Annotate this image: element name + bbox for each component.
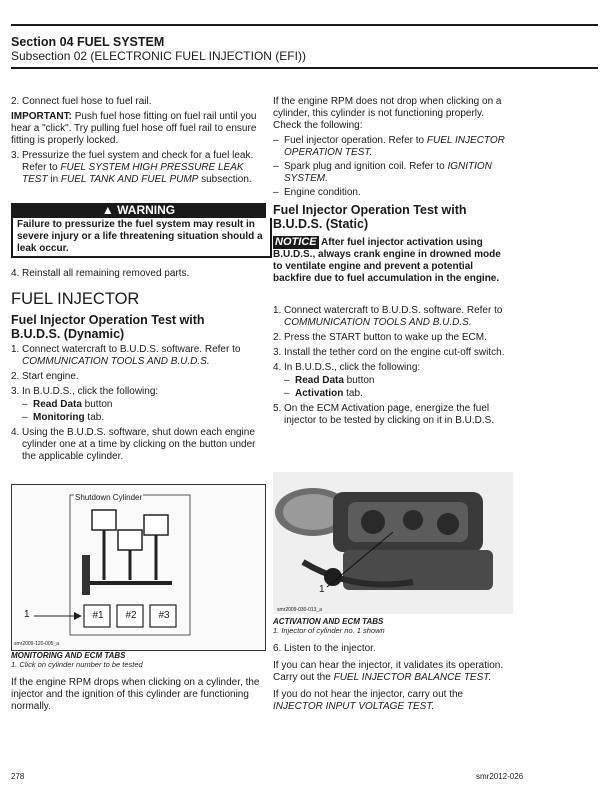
figure-engine-photo [273, 472, 513, 614]
list-item: 3. In B.U.D.S., click the following: [11, 386, 159, 397]
list-item: – Fuel injector operation. Refer to FUEL INJECTOR OPERATION TEST. [273, 135, 505, 158]
important-note: IMPORTANT: Push fuel hose fitting on fuel rail until you hear a "click". Try pulling fuel hose off fuel rail to ensure fitting is properly locked. [11, 111, 257, 146]
list-item: – Spark plug and ignition coil. Refer to IGNITION SYSTEM. [273, 161, 492, 184]
left-column-bottom: If the engine RPM drops when clicking on a cylinder, the injector and the ignition of this cylinder are functioning normally. [11, 677, 260, 712]
list-item: 4. Using the B.U.D.S. software, shut down each engine cylinder one at a time by clicking on the button under the applicable cylinder. [11, 427, 256, 462]
list-item: 3. Pressurize the fuel system and check for a fuel leak. Refer to FUEL SYSTEM HIGH PRESSURE LEAK TEST in FUEL TANK AND FUEL PUMP subsection. [11, 150, 254, 185]
section-title: Section 04 FUEL SYSTEM [11, 35, 165, 49]
header-rule-top [11, 24, 598, 26]
subsection-title: Subsection 02 (ELECTRONIC FUEL INJECTION (EFI)) [11, 49, 306, 63]
list-item: 2. Connect fuel hose to fuel rail. [11, 96, 152, 107]
sub-item: – Monitoring tab. [22, 412, 105, 423]
engine-photo-icon [273, 472, 513, 614]
cylinder-button-3[interactable]: #3 [158, 610, 170, 621]
figure-caption-left: MONITORING AND ECM TABS 1. Click on cylinder number to be tested [11, 651, 143, 669]
warning-header: ▲ WARNING [11, 203, 266, 218]
dynamic-test-heading: Fuel Injector Operation Test with B.U.D.S. (Dynamic) [11, 313, 205, 341]
header-rule-bottom [11, 67, 598, 69]
engine-cylinders-diagram [12, 485, 265, 650]
sub-item: – Read Data button [284, 375, 375, 386]
list-item: 1. Connect watercraft to B.U.D.S. software. Refer to COMMUNICATION TOOLS AND B.U.D.S. [11, 344, 241, 367]
cylinder-button-2[interactable]: #2 [125, 610, 137, 621]
right-column-bottom: 6. Listen to the injector. If you can hear the injector, it validates its operation. Carry out the FUEL INJECTOR BALANCE TEST. If you do not hear the injector, carry out the INJECTOR INPUT VOLTAGE TEST. [273, 643, 511, 716]
warning-triangle-icon: ▲ [101, 203, 114, 217]
right-column-top: If the engine RPM does not drop when clicking on a cylinder, this cylinder is not functioning properly. Check the following: – Fuel injector operation. Refer to FUEL INJECTOR OPERATION TEST. – Spark plug and ignition coil. Refer to IGNITION SYSTEM. – Engine condition. [273, 96, 511, 201]
left-column-top [11, 96, 266, 189]
left-step4 [11, 268, 266, 283]
cylinder-button-1[interactable]: #1 [92, 610, 104, 621]
list-item: 4. In B.U.D.S., click the following: [273, 362, 421, 373]
static-test-heading: Fuel Injector Operation Test with B.U.D.S. (Static) [273, 203, 467, 231]
list-item: 5. On the ECM Activation page, energize the fuel injector to be tested by clicking on it in B.U.D.S. [273, 403, 495, 426]
list-item: – Engine condition. [273, 187, 361, 198]
document-code: smr2012-026 [476, 772, 524, 781]
list-item: 4. Reinstall all remaining removed parts. [11, 268, 190, 279]
list-item: 3. Install the tether cord on the engine cut-off switch. [273, 347, 505, 358]
figure-monitoring-tab [11, 484, 266, 651]
figure-caption-right: ACTIVATION AND ECM TABS 1. Injector of cylinder no. 1 shown [273, 617, 385, 635]
fuel-injector-heading: FUEL INJECTOR [11, 290, 140, 308]
notice-badge: NOTICE [275, 236, 317, 248]
list-item: 6. Listen to the injector. [273, 643, 376, 654]
list-item: 2. Press the START button to wake up the ECM. [273, 332, 487, 343]
callout-number: 1 [319, 584, 325, 595]
page-number: 278 [11, 772, 25, 781]
shutdown-cylinder-label: Shutdown Cylinder [75, 493, 143, 502]
sub-item: – Read Data button [22, 399, 113, 410]
list-item: 2. Start engine. [11, 371, 79, 382]
static-steps [273, 305, 511, 430]
figure-code: smr2009-120-005_a [14, 641, 60, 647]
warning-text: Failure to pressurize the fuel system may result in severe injury or a life threatening situation should a leak occur. [11, 218, 272, 258]
sub-item: – Activation tab. [284, 388, 363, 399]
figure-code: smr2009-030-013_a [277, 607, 323, 613]
list-item: 1. Connect watercraft to B.U.D.S. software. Refer to COMMUNICATION TOOLS AND B.U.D.S. [273, 305, 503, 328]
notice-block: NOTICE After fuel injector activation using B.U.D.S., always crank engine in drowned mode to ventilate engine and prevent a potential backfire due to fuel accumulation in the engine. [273, 236, 501, 284]
dynamic-steps [11, 344, 266, 466]
callout-number: 1 [24, 609, 30, 620]
